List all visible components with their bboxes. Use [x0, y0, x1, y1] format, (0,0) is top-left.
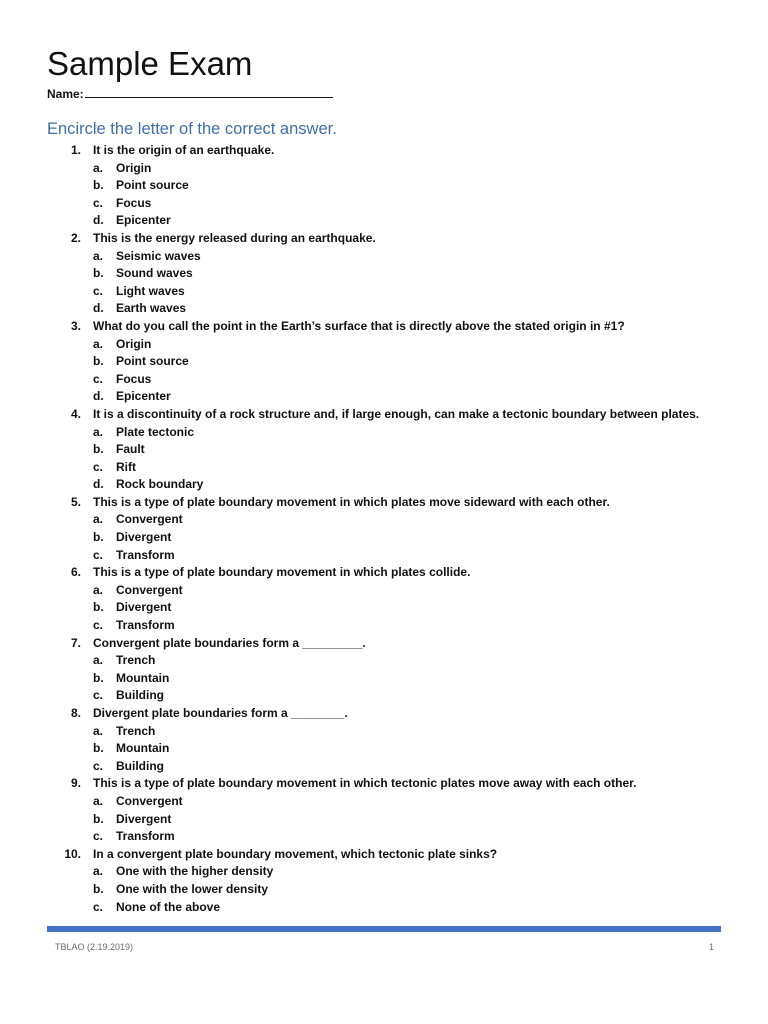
option-letter[interactable]: c.	[93, 899, 104, 914]
question-item	[0, 635, 768, 653]
option-letter[interactable]: a.	[93, 582, 104, 597]
option-text: Seismic waves	[116, 248, 201, 263]
option-text: Epicenter	[116, 389, 171, 404]
answer-option[interactable]	[0, 582, 768, 600]
answer-option[interactable]	[0, 177, 768, 195]
answer-option[interactable]	[0, 424, 768, 442]
answer-option[interactable]	[0, 160, 768, 178]
option-text: Point source	[116, 178, 189, 193]
option-letter[interactable]: c.	[93, 688, 104, 703]
option-text: Transform	[116, 547, 175, 562]
question-list	[0, 142, 768, 916]
option-text: Building	[116, 688, 164, 703]
question-number: 1.	[70, 143, 81, 157]
question-text: What do you call the point in the Earth’s surface that is directly above the stated origin in #1?	[93, 318, 625, 333]
question-number: 2.	[70, 230, 81, 245]
option-text: Fault	[116, 442, 145, 457]
option-letter[interactable]: b.	[93, 881, 104, 896]
answer-option[interactable]	[0, 388, 768, 406]
answer-option[interactable]	[0, 441, 768, 459]
answer-option[interactable]	[0, 371, 768, 389]
option-text: None of the above	[116, 899, 221, 914]
option-letter[interactable]: b.	[93, 354, 104, 369]
name-blank-line[interactable]	[85, 86, 333, 98]
answer-option[interactable]	[0, 300, 768, 318]
question-number: 9.	[70, 776, 81, 791]
answer-option[interactable]	[0, 195, 768, 213]
option-text: Focus	[116, 371, 152, 386]
question-number: 5.	[70, 494, 81, 509]
name-label: Name:	[47, 87, 84, 101]
question-item	[0, 494, 768, 512]
option-text: Origin	[116, 336, 152, 351]
option-letter[interactable]: c.	[93, 618, 104, 633]
question-item	[0, 705, 768, 723]
answer-option[interactable]	[0, 599, 768, 617]
question-text: Divergent plate boundaries form a ________.	[93, 706, 348, 720]
option-letter[interactable]: c.	[93, 371, 104, 386]
answer-option[interactable]	[0, 529, 768, 547]
question-text: This is a type of plate boundary movement in which plates move sideward with each other.	[93, 494, 610, 509]
option-text: Origin	[116, 160, 152, 175]
option-letter[interactable]: b.	[93, 811, 104, 826]
option-letter[interactable]: a.	[93, 424, 104, 439]
option-text: Sound waves	[116, 266, 193, 281]
option-letter[interactable]: d.	[93, 389, 104, 404]
option-text: Divergent	[116, 600, 172, 615]
answer-option[interactable]	[0, 687, 768, 705]
answer-option[interactable]	[0, 740, 768, 758]
option-text: Transform	[116, 618, 175, 633]
question-number: 10.	[64, 846, 81, 861]
option-text: Mountain	[116, 741, 170, 756]
option-letter[interactable]: a.	[93, 248, 104, 263]
option-text: Divergent	[116, 530, 172, 545]
answer-option[interactable]	[0, 265, 768, 283]
answer-option[interactable]	[0, 828, 768, 846]
question-item	[0, 846, 768, 864]
option-letter[interactable]: d.	[93, 477, 104, 492]
option-letter[interactable]: c.	[93, 547, 104, 562]
question-item	[0, 564, 768, 582]
answer-option[interactable]	[0, 336, 768, 354]
answer-option[interactable]	[0, 863, 768, 881]
option-text: Light waves	[116, 283, 185, 298]
name-field[interactable]	[47, 86, 333, 102]
answer-option[interactable]	[0, 353, 768, 371]
option-letter[interactable]: c.	[93, 758, 104, 773]
question-item	[0, 230, 768, 248]
option-letter[interactable]: a.	[93, 512, 104, 527]
option-letter[interactable]: b.	[93, 178, 104, 193]
question-text: This is a type of plate boundary movement in which plates collide.	[93, 565, 471, 580]
option-letter[interactable]: c.	[93, 195, 104, 210]
answer-option[interactable]	[0, 899, 768, 917]
answer-option[interactable]	[0, 248, 768, 266]
option-letter[interactable]: a.	[93, 653, 104, 668]
option-text: Convergent	[116, 582, 183, 597]
exam-title: Sample Exam	[47, 45, 253, 82]
question-number: 8.	[70, 706, 81, 720]
option-text: Building	[116, 758, 164, 773]
footer-divider	[47, 926, 721, 932]
question-item	[0, 142, 768, 160]
answer-option[interactable]	[0, 793, 768, 811]
option-letter[interactable]: a.	[93, 160, 104, 175]
option-letter[interactable]: d.	[93, 301, 104, 316]
option-letter[interactable]: a.	[93, 723, 104, 738]
option-text: One with the higher density	[116, 864, 274, 879]
option-letter[interactable]: b.	[93, 670, 104, 685]
option-letter[interactable]: a.	[93, 864, 104, 879]
option-text: Rift	[116, 459, 136, 474]
question-text: It is a discontinuity of a rock structure and, if large enough, can make a tectonic boundary between plates.	[93, 406, 700, 421]
option-letter[interactable]: d.	[93, 213, 104, 228]
question-number: 6.	[70, 565, 81, 580]
option-letter[interactable]: b.	[93, 741, 104, 756]
option-text: Rock boundary	[116, 477, 204, 492]
answer-option[interactable]	[0, 459, 768, 477]
option-text: Trench	[116, 723, 156, 738]
option-text: Convergent	[116, 793, 183, 808]
option-letter[interactable]: a.	[93, 793, 104, 808]
question-text: Convergent plate boundaries form a _________.	[93, 635, 366, 650]
answer-option[interactable]	[0, 617, 768, 635]
option-text: Trench	[116, 653, 156, 668]
option-text: Mountain	[116, 670, 170, 685]
option-letter[interactable]: b.	[93, 266, 104, 281]
option-letter[interactable]: c.	[93, 829, 104, 844]
option-text: Plate tectonic	[116, 424, 195, 439]
question-item	[0, 775, 768, 793]
option-letter[interactable]: b.	[93, 442, 104, 457]
answer-option[interactable]	[0, 652, 768, 670]
option-text: Point source	[116, 354, 189, 369]
question-number: 3.	[70, 318, 81, 333]
answer-option[interactable]	[0, 511, 768, 529]
instruction-heading: Encircle the letter of the correct answer.	[47, 120, 337, 138]
answer-option[interactable]	[0, 670, 768, 688]
answer-option[interactable]	[0, 811, 768, 829]
answer-option[interactable]	[0, 212, 768, 230]
option-text: Earth waves	[116, 301, 187, 316]
option-text: Epicenter	[116, 213, 171, 228]
question-text: In a convergent plate boundary movement, which tectonic plate sinks?	[93, 846, 498, 861]
option-text: Transform	[116, 829, 175, 844]
answer-option[interactable]	[0, 283, 768, 301]
page-number: 1	[708, 942, 714, 952]
question-number: 7.	[70, 635, 81, 650]
question-number: 4.	[70, 406, 81, 421]
question-item	[0, 318, 768, 336]
question-text: This is a type of plate boundary movement in which tectonic plates move away with each other.	[93, 776, 637, 791]
option-letter[interactable]: b.	[93, 600, 104, 615]
option-letter[interactable]: c.	[93, 283, 104, 298]
footer-label: TBLAO (2.19.2019)	[55, 942, 134, 952]
option-text: Convergent	[116, 512, 183, 527]
question-item	[0, 406, 768, 424]
option-letter[interactable]: b.	[93, 530, 104, 545]
answer-option[interactable]	[0, 758, 768, 776]
answer-option[interactable]	[0, 476, 768, 494]
question-text: This is the energy released during an earthquake.	[93, 230, 376, 245]
option-text: One with the lower density	[116, 881, 269, 896]
option-letter[interactable]: c.	[93, 459, 104, 474]
question-text: It is the origin of an earthquake.	[93, 143, 275, 157]
answer-option[interactable]	[0, 881, 768, 899]
option-text: Divergent	[116, 811, 172, 826]
answer-option[interactable]	[0, 547, 768, 565]
option-letter[interactable]: a.	[93, 336, 104, 351]
option-text: Focus	[116, 195, 152, 210]
answer-option[interactable]	[0, 723, 768, 741]
